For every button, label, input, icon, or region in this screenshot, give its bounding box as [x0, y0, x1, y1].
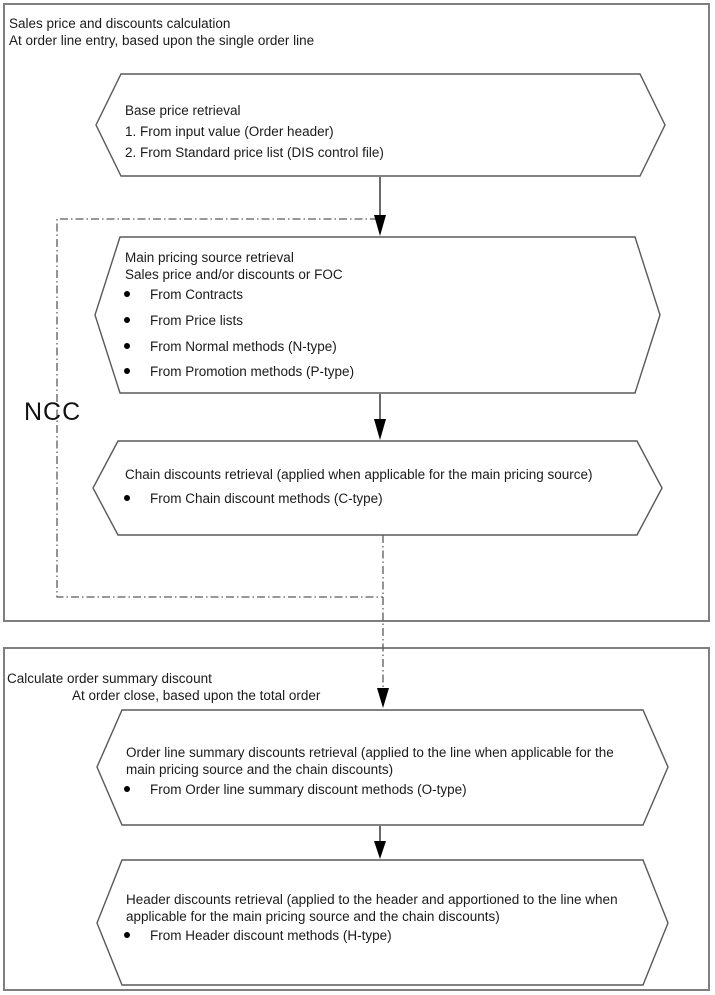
bullet-text: From Header discount methods (H-type) — [150, 928, 392, 943]
bullet-item — [124, 363, 354, 380]
bullet-item — [124, 927, 392, 944]
bullet-text: From Contracts — [150, 287, 244, 302]
ncc-label: NCC — [24, 398, 82, 426]
flow-arrowhead-3-icon — [374, 841, 386, 859]
order-line-summary-line2: main pricing source and the chain discounts) — [126, 762, 394, 777]
section1-title — [9, 15, 314, 49]
base-price-line1: Base price retrieval — [125, 103, 241, 118]
bullet-item — [124, 312, 243, 329]
header-discounts-line2: applicable for the main pricing source and the chain discounts) — [126, 909, 500, 924]
bullet-text: From Normal methods (N-type) — [150, 339, 337, 354]
bullet-text: From Promotion methods (P-type) — [150, 364, 355, 379]
main-pricing-header — [125, 249, 343, 283]
bullet-item — [124, 286, 243, 303]
hexagon-chain-discounts — [93, 441, 662, 535]
section2-title-line1: Calculate order summary discount — [7, 671, 212, 686]
order-line-summary-header — [126, 744, 614, 778]
bullet-item — [124, 781, 467, 798]
chain-discounts-line1: Chain discounts retrieval (applied when applicable for the main pricing source) — [125, 467, 593, 482]
bullet-text: From Price lists — [150, 313, 244, 328]
main-pricing-line2: Sales price and/or discounts or FOC — [125, 267, 343, 282]
header-discounts-line1: Header discounts retrieval (applied to the header and apportioned to the line when — [126, 892, 618, 907]
bullet-dot-icon — [124, 368, 130, 374]
bullet-dot-icon — [124, 291, 130, 297]
header-discounts-header — [126, 891, 618, 925]
bullet-item — [124, 490, 383, 507]
bullet-text: From Chain discount methods (C-type) — [150, 491, 383, 506]
base-price-text — [125, 100, 384, 163]
bullet-dot-icon — [124, 317, 130, 323]
bullet-dot-icon — [124, 932, 130, 938]
section2-title-line2: At order close, based upon the total order — [72, 688, 321, 703]
section1-title-line2: At order line entry, based upon the single order line — [9, 33, 315, 48]
bullet-dot-icon — [124, 343, 130, 349]
bullet-dot-icon — [124, 495, 130, 501]
bullet-item — [124, 338, 337, 355]
section1-title-line1: Sales price and discounts calculation — [9, 16, 231, 31]
order-line-summary-line1: Order line summary discounts retrieval (applied to the line when applicable for the — [126, 745, 614, 760]
dashdot-arrowhead-icon — [377, 688, 389, 708]
main-pricing-line1: Main pricing source retrieval — [125, 250, 294, 265]
base-price-line3: 2. From Standard price list (DIS control file) — [125, 145, 384, 160]
flow-arrowhead-2-icon — [374, 419, 386, 440]
bullet-text: From Order line summary discount methods (O-type) — [150, 782, 467, 797]
bullet-dot-icon — [124, 786, 130, 792]
base-price-line2: 1. From input value (Order header) — [125, 124, 334, 139]
flow-arrowhead-1-icon — [374, 215, 386, 236]
chain-discounts-header — [125, 466, 593, 483]
